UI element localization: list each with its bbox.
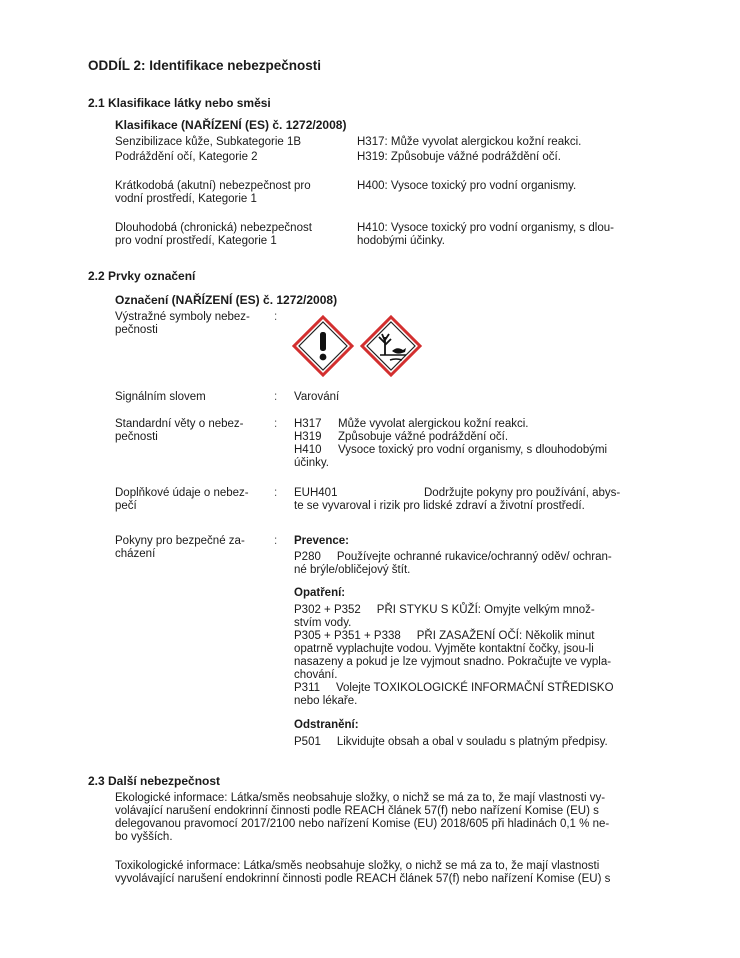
eco-line: delegovanou pravomocí 2017/2100 nebo nařízení Komise (EU) 2018/605 při hladinách 0,1 % ne- — [115, 818, 610, 830]
hazard-text: účinky. — [294, 457, 329, 469]
heading-2-2: 2.2 Prvky označení — [88, 269, 196, 283]
disposal-line: P501 Likvidujte obsah a obal v souladu s platným předpisy. — [294, 736, 608, 748]
supp-text: te se vyvaroval i rizik pro lidské zdraví a životní prostředí. — [294, 500, 585, 512]
class-left: Podráždění očí, Kategorie 2 — [115, 151, 258, 163]
supp-code: EUH401 — [294, 487, 338, 499]
class-right: H410: Vysoce toxický pro vodní organismy, s dlou- — [357, 222, 614, 234]
hazard-code: H319 — [294, 431, 322, 443]
environment-pictogram — [360, 315, 422, 377]
section-title: ODDÍL 2: Identifikace nebezpečnosti — [88, 58, 322, 73]
hazard-text: Způsobuje vážné podráždění očí. — [338, 431, 509, 443]
hazard-label: Standardní věty o nebez- — [115, 418, 244, 430]
tox-line: Toxikologické informace: Látka/směs neobsahuje složky, o nichž se má za to, že mají vlastnosti — [115, 860, 600, 872]
response-line: opatrně vyplachujte vodou. Vyjměte kontaktní čočky, jsou-li — [294, 643, 594, 655]
prevention-title: Prevence: — [294, 535, 349, 547]
heading-2-3: 2.3 Další nebezpečnost — [88, 774, 221, 788]
disposal-title: Odstranění: — [294, 719, 359, 731]
hazard-text: Může vyvolat alergickou kožní reakci. — [338, 418, 529, 430]
class-right: H317: Může vyvolat alergickou kožní reakci. — [357, 136, 582, 148]
signal-label: Signálním slovem — [115, 391, 206, 403]
colon: : — [274, 418, 278, 430]
symbols-label: pečnosti — [115, 324, 158, 336]
response-line: stvím vody. — [294, 617, 352, 629]
precaution-label: cházení — [115, 548, 156, 560]
prevention-line: P280 Používejte ochranné rukavice/ochranný oděv/ ochran- — [294, 551, 612, 563]
class-right: H319: Způsobuje vážné podráždění očí. — [357, 151, 561, 163]
class-right: hodobými účinky. — [357, 235, 445, 247]
eco-line: volávající narušení endokrinní činnosti podle REACH článek 57(f) nebo nařízení Komise (EU) s — [115, 805, 599, 817]
response-line: P305 + P351 + P338 PŘI ZASAŽENÍ OČÍ: Několik minut — [294, 630, 595, 642]
symbols-label: Výstražné symboly nebez- — [115, 311, 250, 323]
colon: : — [274, 487, 278, 499]
eco-line: bo vyšších. — [115, 831, 173, 843]
label-subheading: Označení (NAŘÍZENÍ (ES) č. 1272/2008) — [115, 293, 338, 307]
class-left: Senzibilizace kůže, Subkategorie 1B — [115, 136, 302, 148]
response-title: Opatření: — [294, 587, 346, 599]
response-line: P302 + P352 PŘI STYKU S KŮŽÍ: Omyjte velkým množ- — [294, 604, 595, 616]
hazard-text: Vysoce toxický pro vodní organismy, s dlouhodobými — [338, 444, 608, 456]
class-left: Krátkodobá (akutní) nebezpečnost pro — [115, 180, 311, 192]
precaution-label: Pokyny pro bezpečné za- — [115, 535, 245, 547]
hazard-code: H410 — [294, 444, 322, 456]
colon: : — [274, 535, 278, 547]
prevention-line: né brýle/obličejový štít. — [294, 564, 411, 576]
class-left: pro vodní prostředí, Kategorie 1 — [115, 235, 277, 247]
colon: : — [274, 311, 278, 323]
tox-line: vyvolávající narušení endokrinní činnosti podle REACH článek 57(f) nebo nařízení Komise (EU) s — [115, 873, 611, 885]
hazard-code: H317 — [294, 418, 322, 430]
colon: : — [274, 391, 278, 403]
eco-line: Ekologické informace: Látka/směs neobsahuje složky, o nichž se má za to, že mají vlastnosti vy- — [115, 792, 606, 804]
response-line: chování. — [294, 669, 338, 681]
response-line: nebo lékaře. — [294, 695, 358, 707]
supp-label: pečí — [115, 500, 137, 512]
supp-label: Doplňkové údaje o nebez- — [115, 487, 249, 499]
classification-subheading: Klasifikace (NAŘÍZENÍ (ES) č. 1272/2008) — [115, 118, 347, 132]
hazard-label: pečnosti — [115, 431, 158, 443]
heading-2-1: 2.1 Klasifikace látky nebo směsi — [88, 96, 271, 110]
response-line: P311 Volejte TOXIKOLOGICKÉ INFORMAČNÍ STŘEDISKO — [294, 682, 614, 694]
signal-word: Varování — [294, 391, 340, 403]
class-right: H400: Vysoce toxický pro vodní organismy. — [357, 180, 577, 192]
supp-text: Dodržujte pokyny pro používání, abys- — [424, 487, 621, 499]
class-left: vodní prostředí, Kategorie 1 — [115, 193, 257, 205]
response-line: nasazeny a pokud je lze vyjmout snadno. Pokračujte ve vypla- — [294, 656, 612, 668]
exclamation-mark-pictogram — [292, 315, 354, 377]
class-left: Dlouhodobá (chronická) nebezpečnost — [115, 222, 312, 234]
